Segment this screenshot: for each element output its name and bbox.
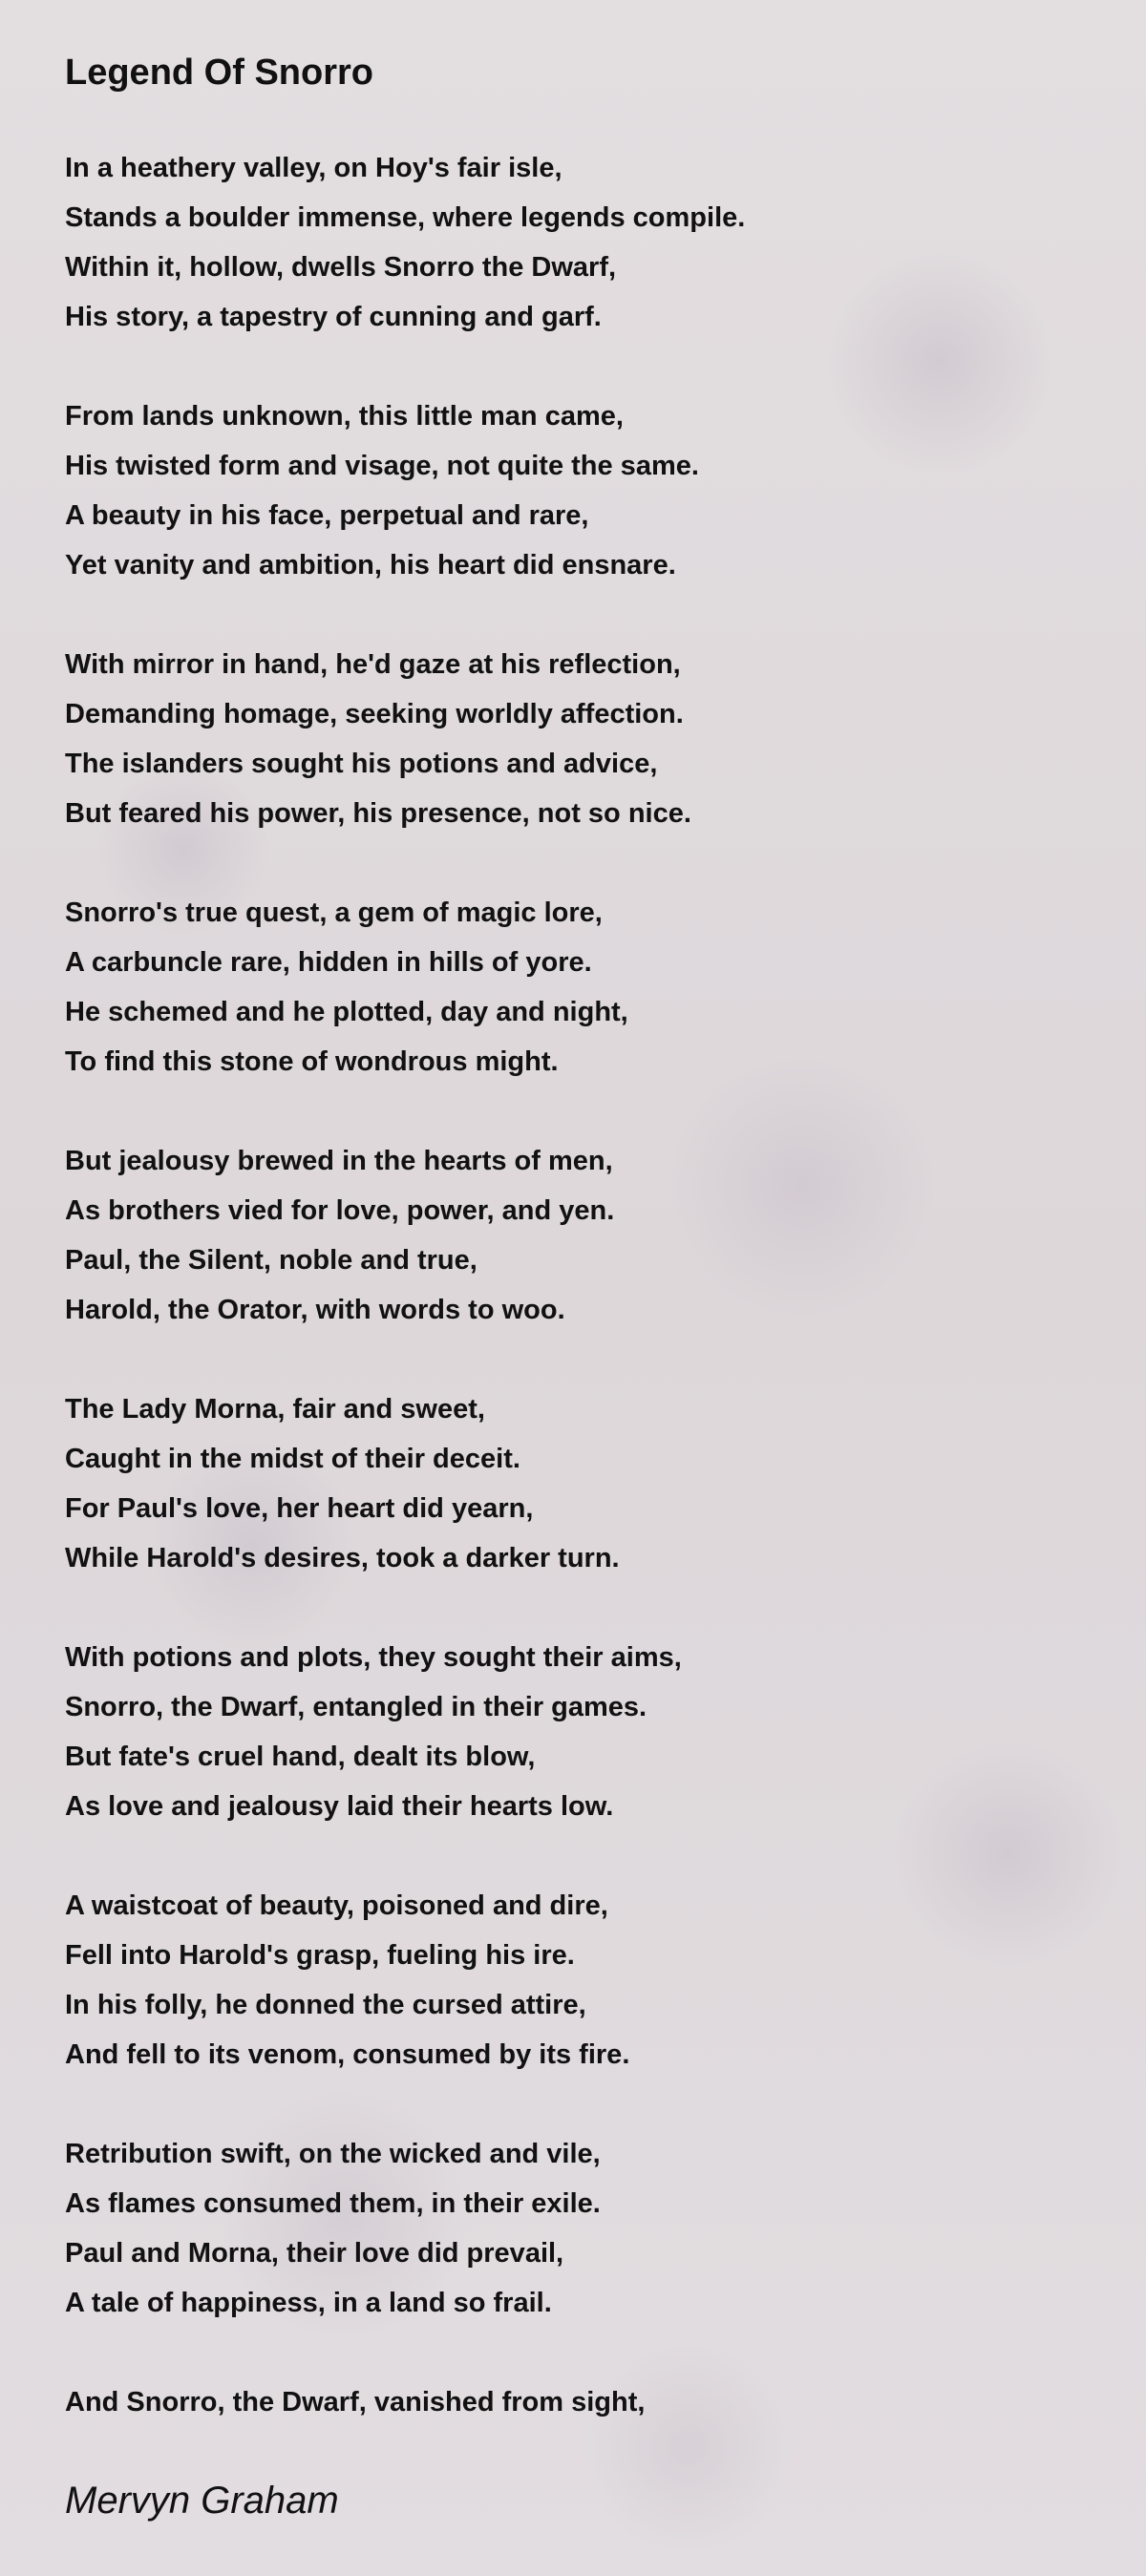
poem-line: A waistcoat of beauty, poisoned and dire, xyxy=(65,1890,608,1921)
poem-line: The islanders sought his potions and advice, xyxy=(65,749,658,779)
poem-line: But fate's cruel hand, dealt its blow, xyxy=(65,1742,536,1772)
stanza xyxy=(65,1633,1096,1831)
poem-line: A beauty in his face, perpetual and rare, xyxy=(65,500,589,531)
poem-line: In a heathery valley, on Hoy's fair isle, xyxy=(65,153,562,183)
poem-line: Stands a boulder immense, where legends compile. xyxy=(65,202,746,233)
poem-line: And fell to its venom, consumed by its fire. xyxy=(65,2039,630,2070)
poem-line: But feared his power, his presence, not so nice. xyxy=(65,798,691,829)
poem-line: And Snorro, the Dwarf, vanished from sight, xyxy=(65,2387,646,2418)
poem-line: For Paul's love, her heart did yearn, xyxy=(65,1493,534,1524)
poem-line: His twisted form and visage, not quite the same. xyxy=(65,451,699,481)
stanza xyxy=(65,2377,1096,2427)
poem-line: From lands unknown, this little man came, xyxy=(65,401,624,432)
poem-line: As brothers vied for love, power, and yen. xyxy=(65,1195,615,1226)
poem-line: He schemed and he plotted, day and night, xyxy=(65,997,628,1027)
poem-line: Paul and Morna, their love did prevail, xyxy=(65,2238,564,2269)
poem-line: Snorro, the Dwarf, entangled in their games. xyxy=(65,1692,647,1722)
poem-line: Harold, the Orator, with words to woo. xyxy=(65,1295,565,1325)
poem-line: With mirror in hand, he'd gaze at his reflection, xyxy=(65,649,681,680)
poem-line: A tale of happiness, in a land so frail. xyxy=(65,2288,552,2318)
poem-line: But jealousy brewed in the hearts of men, xyxy=(65,1146,613,1176)
stanza xyxy=(65,1384,1096,1583)
stanza xyxy=(65,143,1096,342)
poem-line: Demanding homage, seeking worldly affection. xyxy=(65,699,684,729)
poem-author: Mervyn Graham xyxy=(65,2480,339,2522)
stanza xyxy=(65,640,1096,838)
poem-title: Legend Of Snorro xyxy=(65,53,373,93)
poem-line: Yet vanity and ambition, his heart did ensnare. xyxy=(65,550,676,581)
stanza xyxy=(65,1881,1096,2080)
stanza xyxy=(65,888,1096,1087)
poem-line: Fell into Harold's grasp, fueling his ire. xyxy=(65,1940,575,1971)
stanza xyxy=(65,1136,1096,1335)
stanza xyxy=(65,391,1096,590)
poem-line: With potions and plots, they sought their aims, xyxy=(65,1642,682,1673)
poem-line: Caught in the midst of their deceit. xyxy=(65,1444,520,1474)
poem-line: A carbuncle rare, hidden in hills of yore. xyxy=(65,947,592,978)
poem-line: As love and jealousy laid their hearts low. xyxy=(65,1791,614,1822)
poem-line: In his folly, he donned the cursed attire, xyxy=(65,1990,586,2020)
poem-line: Retribution swift, on the wicked and vile, xyxy=(65,2139,601,2169)
poem-line: Paul, the Silent, noble and true, xyxy=(65,1245,478,1276)
poem-line: As flames consumed them, in their exile. xyxy=(65,2188,601,2219)
poem-line: While Harold's desires, took a darker turn. xyxy=(65,1543,620,1573)
poem-line: Snorro's true quest, a gem of magic lore, xyxy=(65,897,603,928)
poem-line: To find this stone of wondrous might. xyxy=(65,1046,559,1077)
poem-line: Within it, hollow, dwells Snorro the Dwarf, xyxy=(65,252,617,283)
poem-body xyxy=(65,143,1096,2477)
poem-line: The Lady Morna, fair and sweet, xyxy=(65,1394,485,1425)
poem-line: His story, a tapestry of cunning and garf. xyxy=(65,302,602,332)
stanza xyxy=(65,2129,1096,2328)
